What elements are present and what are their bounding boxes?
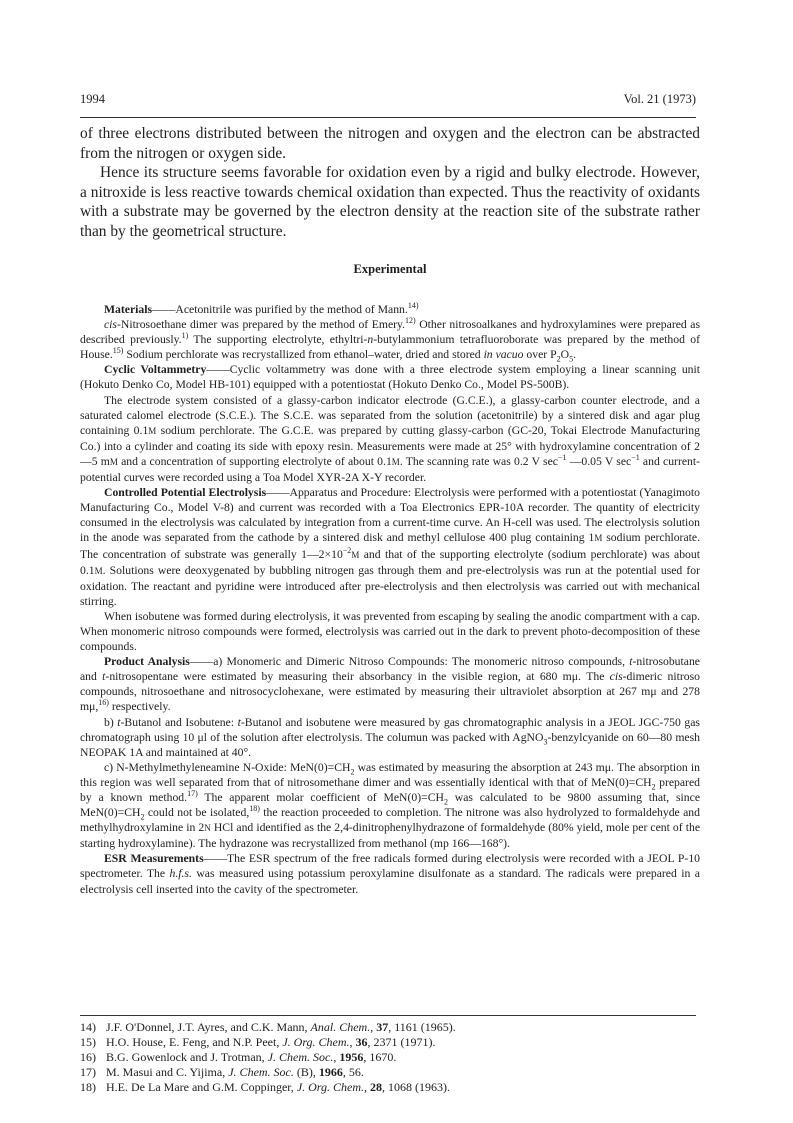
citation: 18) <box>249 804 260 814</box>
product-analysis-heading: Product Analysis <box>104 655 190 669</box>
electrode-system-paragraph: The electrode system consisted of a glassy-carbon indicator electrode (G.C.E.), a glassy-carbon counter electrode, and a saturated calomel electrode (S.C.E.). The S.C.E. was separated from the solution (acetonitrile) by a sintered disk and agar plug containing 0.1M sodium perchlorate. The G.C.E. was prepared by cutting glassy-carbon (GC-20, Tokai Electrode Manufacturing Co.) into a cylinder and coating its side with epoxy resin. Measurements were made at 25° with hydroxylamine concentration of 2—5 mM and a concentration of supporting electrolyte of about 0.1M. The scanning rate was 0.2 V $\sec^{-1}$ —0.05 V $\sec^{-1}$ and current-potential curves were recorded using a Toa Model XYR-2A X-Y recorder. <box>80 393 701 485</box>
esr-paragraph: ESR Measurements——The ESR spectrum of the free radicals formed during electrolysis were recorded with a JEOL P-10 spectrometer. The h.f.s. was measured using potassium peroxylamine disulfonate as a standard. The radicals were prepared in a electrolysis cell inserted into the cavity of the spectrometer. <box>80 852 701 896</box>
citation: 15) <box>112 346 124 356</box>
nitrone-paragraph: c) N-Methylmethyleneamine N-Oxide: $MeN(0)=CH_2$ was estimated by measuring the absorption at 243 mμ. The absorption in this region was well separated from that of nitrosomethane dimer and was essentially identical with that of $MeN(0)=CH_2$ prepared by a known method.$^{17)}$ The apparent molar coefficient of $MeN(0)=CH_2$ was calculated to be 9800 assuming that, since $MeN(0)=CH_2$ could not be isolated,$^{18)}$ the reaction proceeded to completion. The nitrone was also hydrolyzed to formaldehyde and methylhydroxylamine in 2N HCl and identified as the 2,4-dinitrophenylhydrazone of formaldehyde (80% yield, mole per cent of the starting hydroxylamine). The hydrazone was recrystallized from methanol (mp 166—168°). <box>80 760 701 851</box>
isobutene-paragraph: When isobutene was formed during electrolysis, it was prevented from escaping by sealing the anodic compartment with a cap. When monomeric nitroso compounds were formed, electrolysis was carried out in the dark to prevent photo-decomposition of these compounds. <box>80 609 700 654</box>
volume-info: Vol. 21 (1973) <box>623 92 696 106</box>
cyclic-voltammetry-paragraph: Cyclic Voltammetry——Cyclic voltammetry was done with a three electrode system employing a linear scanning unit (Hokuto Denko Co, Model HB-101) equipped with a potentiostat (Hokuto Denko Co., Model PS-500B). <box>80 363 701 392</box>
footnote-rule <box>80 1015 696 1016</box>
citation: 17) <box>187 789 198 799</box>
materials-paragraph-2: cis-Nitrosoethane dimer was prepared by the method of Emery.$^{12)}$ Other nitrosoalkanes and hydroxylamines were prepared as described previously.$^{1)}$ The supporting electrolyte, ethyltri-n-butylammonium tetrafluoroborate was prepared by the method of House.$^{15)}$ Sodium perchlorate was recrystallized from ethanol–water, dried and stored in vacuo over $P_2O_5$. <box>80 316 701 364</box>
citation: 14) <box>407 301 419 311</box>
intro-paragraph-2: Hence its structure seems favorable for oxidation even by a rigid and bulky electrode. However, a nitroxide is less reactive towards chemical oxidation than expected. Thus the reactivity of oxidants with a substrate may be governed by the electron density at the reaction site of the substrate rather than by the geometrical structure. <box>80 164 700 240</box>
experimental-body <box>80 302 700 897</box>
reference-item: 17) M. Masui and C. Yijima, J. Chem. Soc. (B), 1966, 56. <box>80 1065 364 1079</box>
product-analysis-paragraph: Product Analysis——a) Monomeric and Dimeric Nitroso Compounds: The monomeric nitroso compounds, t-nitrosobutane and t-nitrosopentane were estimated by measuring their absorbancy in the visible region, at 680 mμ. The cis-dimeric nitroso compounds, nitrosoethane and nitrosocyclohexane, were estimated by measuring their ultraviolet absorption at 267 mμ and 278 mμ,$^{16)}$ respectively. <box>80 655 700 714</box>
page-number: 1994 <box>80 92 105 106</box>
running-header <box>80 92 696 108</box>
header-rule <box>80 117 696 118</box>
citation: 12) <box>405 316 416 326</box>
esr-heading: ESR Measurements <box>104 852 204 866</box>
intro-text <box>80 124 700 242</box>
materials-heading: Materials <box>104 303 153 316</box>
intro-paragraph-1: of three electrons distributed between the nitrogen and oxygen and the electron can be abstracted from the nitrogen or oxygen side. <box>80 125 700 162</box>
section-heading-experimental: Experimental <box>353 262 427 276</box>
butanol-paragraph: b) t-Butanol and Isobutene: t-Butanol and isobutene were measured by gas chromatographic analysis in a JEOL JGC-750 gas chromatograph using 10 μl of the solution after electrolysis. The columun was packed with AgNO$_3$-benzylcyanide on 60—80 mesh NEOPAK 1A and maintained at 40°. <box>80 715 700 759</box>
materials-paragraph: Materials——Acetonitrile was purified by the method of Mann.$^{14)}$ <box>104 301 419 316</box>
citation: 16) <box>98 698 109 708</box>
citation: 1) <box>181 331 189 341</box>
reference-item: 14) J.F. O'Donnel, J.T. Ayres, and C.K. Mann, Anal. Chem., 37, 1161 (1965). <box>80 1020 456 1034</box>
reference-item: 18) H.E. De La Mare and G.M. Coppinger, J. Org. Chem., 28, 1068 (1963). <box>80 1080 451 1094</box>
reference-item: 16) B.G. Gowenlock and J. Trotman, J. Chem. Soc., 1956, 1670. <box>80 1050 397 1064</box>
reference-item: 15) H.O. House, E. Feng, and N.P. Peet, J. Org. Chem., 36, 2371 (1971). <box>80 1035 436 1049</box>
cyclic-voltammetry-heading: Cyclic Voltammetry <box>104 363 207 377</box>
reference-list <box>80 1020 700 1095</box>
electrolysis-heading: Controlled Potential Electrolysis <box>104 486 267 500</box>
electrolysis-paragraph: Controlled Potential Electrolysis——Apparatus and Procedure: Electrolysis were performed with a potentiostat (Yanagimoto Manufacturing Co., Model V-8) and current was recorded with a Toa Electronics EPR-10A recorder. The quantity of electricity consumed in the electrolysis was calculated by integration from a current-time curve. An H-cell was used. The electrolysis solution in the anode was separated from the cathode by a sintered disk and methyl cellulose 400 plug containing 1M sodium perchlorate. The concentration of substrate was generally $1—2\times 10^{-2}M$ and that of the supporting electrolyte (sodium perchlorate) was about 0.1M. Solutions were deoxygenated by bubbling nitrogen gas through them and pre-electrolysis was run at the potential used for oxidation. The reactant and pyridine were introduced after pre-electrolysis and then electrolysis was carried out with mechanical stirring. <box>80 486 700 608</box>
